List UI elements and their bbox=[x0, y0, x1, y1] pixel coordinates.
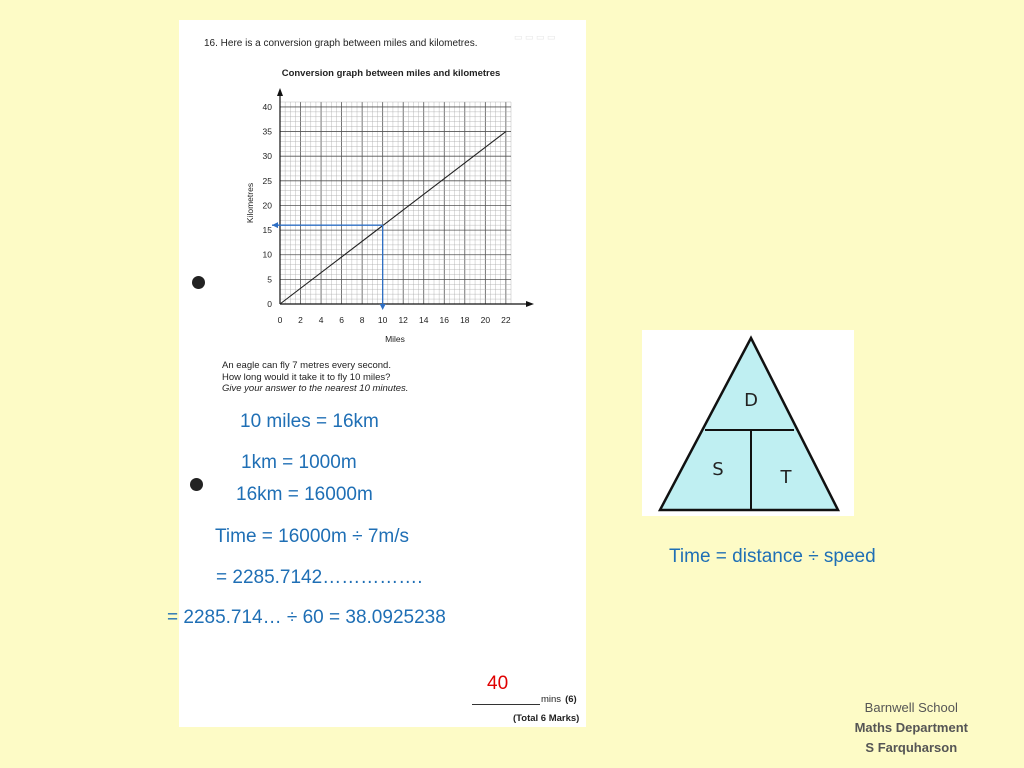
y-tick-label: 30 bbox=[262, 151, 272, 162]
y-tick-label: 10 bbox=[262, 249, 272, 260]
question-line: How long would it take it to fly 10 miles? bbox=[222, 371, 391, 383]
marks: (6) bbox=[565, 694, 577, 705]
x-tick-label: 10 bbox=[377, 315, 388, 325]
working-line-3: 16km = 16000m bbox=[236, 484, 373, 505]
triangle-distance: D bbox=[744, 390, 758, 411]
y-tick-label: 0 bbox=[267, 299, 272, 309]
chart-ticks bbox=[263, 102, 511, 325]
x-tick-label: 0 bbox=[277, 315, 283, 325]
question-line: An eagle can fly 7 metres every second. bbox=[222, 360, 391, 371]
final-answer: 40 bbox=[487, 673, 509, 694]
school-name: Barnwell School bbox=[864, 700, 958, 715]
working-line-6: = 2285.714… ÷ 60 = 38.0925238 bbox=[167, 607, 446, 628]
triangle-speed: S bbox=[712, 459, 724, 480]
y-tick-label: 40 bbox=[262, 101, 272, 112]
footer bbox=[855, 698, 968, 758]
x-tick-label: 4 bbox=[318, 315, 324, 325]
bullet-point bbox=[192, 276, 205, 289]
y-axis-label: Kilometres bbox=[245, 182, 255, 224]
question-text bbox=[222, 360, 408, 395]
question-instruction: Give your answer to the nearest 10 minutes. bbox=[222, 383, 409, 394]
x-axis-label: Miles bbox=[385, 334, 405, 344]
working-line-5: = 2285.7142……………. bbox=[216, 567, 423, 588]
total-marks: (Total 6 Marks) bbox=[513, 713, 580, 724]
x-tick-label: 20 bbox=[480, 315, 491, 325]
scan-artifact: ▭ ▭ ▭ ▭ bbox=[514, 32, 556, 42]
y-tick-label: 15 bbox=[262, 225, 272, 236]
y-tick-label: 20 bbox=[262, 200, 272, 211]
working-line-4: Time = 16000m ÷ 7m/s bbox=[215, 526, 409, 547]
conversion-chart bbox=[235, 60, 535, 352]
y-tick-label: 25 bbox=[262, 175, 272, 186]
triangle-shape bbox=[660, 338, 838, 510]
x-tick-label: 18 bbox=[460, 315, 470, 325]
x-tick-label: 16 bbox=[439, 315, 450, 325]
reading-arrow-down bbox=[380, 304, 386, 310]
reading-arrow-left bbox=[272, 222, 278, 228]
x-tick-label: 14 bbox=[418, 315, 429, 325]
x-tick-label: 8 bbox=[359, 315, 365, 325]
formula-text: Time = distance ÷ speed bbox=[669, 546, 876, 567]
y-tick-label: 5 bbox=[267, 274, 272, 285]
y-tick-label: 35 bbox=[262, 126, 272, 137]
chart-title: Conversion graph between miles and kilometres bbox=[281, 68, 501, 79]
working-line-1: 10 miles = 16km bbox=[240, 411, 379, 432]
author: S Farquharson bbox=[865, 740, 958, 755]
working-line-2: 1km = 1000m bbox=[241, 452, 357, 473]
x-tick-label: 6 bbox=[339, 315, 344, 325]
answer-unit: mins (6) bbox=[541, 694, 577, 705]
department: Maths Department bbox=[854, 720, 968, 735]
triangle-time: T bbox=[780, 467, 792, 488]
question-header: 16. Here is a conversion graph between miles and kilometres. bbox=[204, 38, 478, 49]
x-axis-arrow bbox=[526, 301, 534, 307]
y-axis-arrow bbox=[277, 88, 283, 96]
chart-grid bbox=[280, 102, 511, 304]
bullet-point bbox=[190, 478, 203, 491]
x-tick-label: 22 bbox=[501, 315, 511, 325]
x-tick-label: 12 bbox=[398, 315, 408, 325]
x-tick-label: 2 bbox=[298, 315, 303, 325]
dst-triangle bbox=[642, 330, 854, 516]
answer-line bbox=[472, 704, 540, 705]
